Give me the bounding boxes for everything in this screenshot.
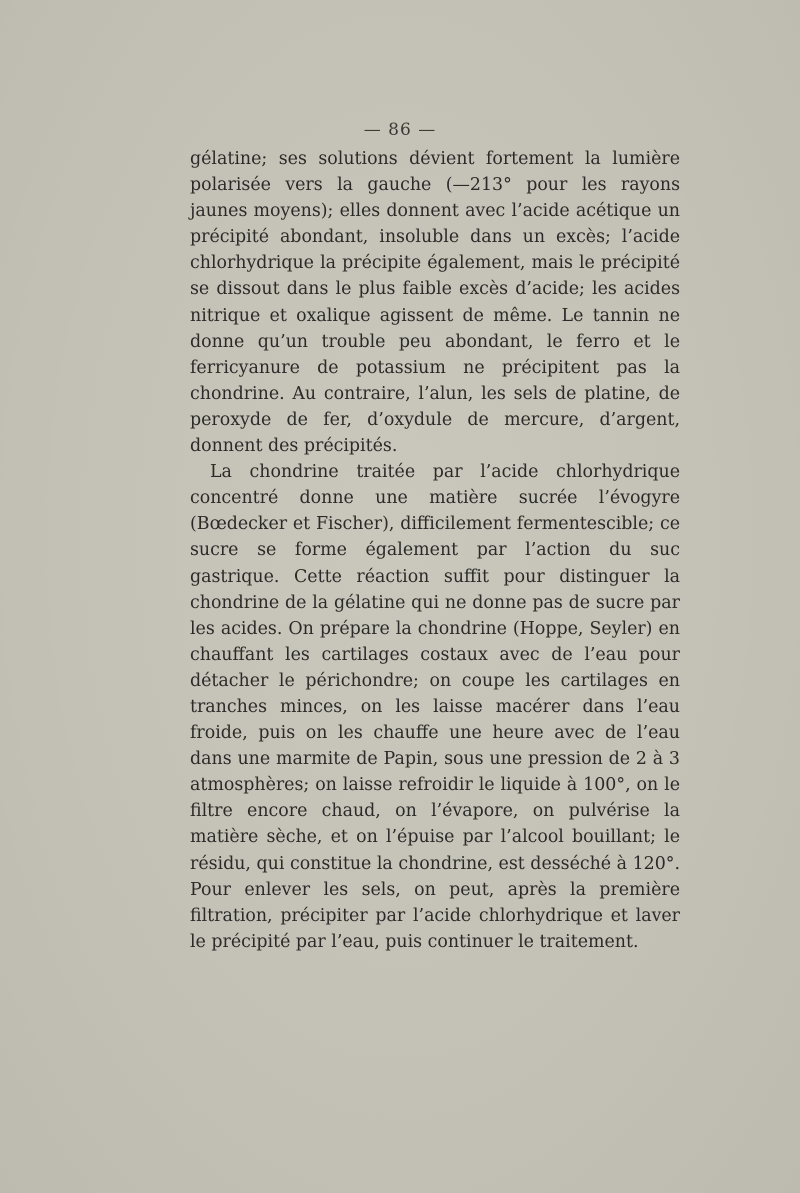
body-text bbox=[190, 146, 680, 955]
page-number: — 86 — bbox=[363, 120, 437, 140]
paragraph-2: La chondrine traitée par l’acide chlorhydrique concentré donne une matière sucrée l’évogyre (Bœdecker et Fischer), difficilement fermentescible; ce sucre se forme également par l’action du suc gastrique. Cette réaction suffit pour distinguer la chondrine de la gélatine qui ne donne pas de sucre par les acides. On prépare la chondrine (Hoppe, Seyler) en chauffant les cartilages costaux avec de l’eau pour détacher le périchondre; on coupe les cartilages en tranches minces, on les laisse macérer dans l’eau froide, puis on les chauffe une heure avec de l’eau dans une marmite de Papin, sous une pression de 2 à 3 atmosphères; on laisse refroidir le liquide à 100°, on le filtre encore chaud, on l’évapore, on pulvérise la matière sèche, et on l’épuise par l’alcool bouillant; le résidu, qui constitue la chondrine, est desséché à 120°. Pour enlever les sels, on peut, après la première filtration, précipiter par l’acide chlorhydrique et laver le précipité par l’eau, puis continuer le traitement. bbox=[190, 462, 680, 952]
paragraph-1: gélatine; ses solutions dévient fortement la lumière polarisée vers la gauche (—213° pour les rayons jaunes moyens); elles donnent avec l’acide acétique un précipité abondant, insoluble dans un excès; l’acide chlorhydrique la précipite également, mais le précipité se dissout dans le plus faible excès d’acide; les acides nitrique et oxalique agissent de même. Le tannin ne donne qu’un trouble peu abondant, le ferro et le ferricyanure de potassium ne précipitent pas la chondrine. Au contraire, l’alun, les sels de platine, de peroxyde de fer, d’oxydule de mercure, d’argent, donnent des précipités. bbox=[190, 149, 680, 457]
